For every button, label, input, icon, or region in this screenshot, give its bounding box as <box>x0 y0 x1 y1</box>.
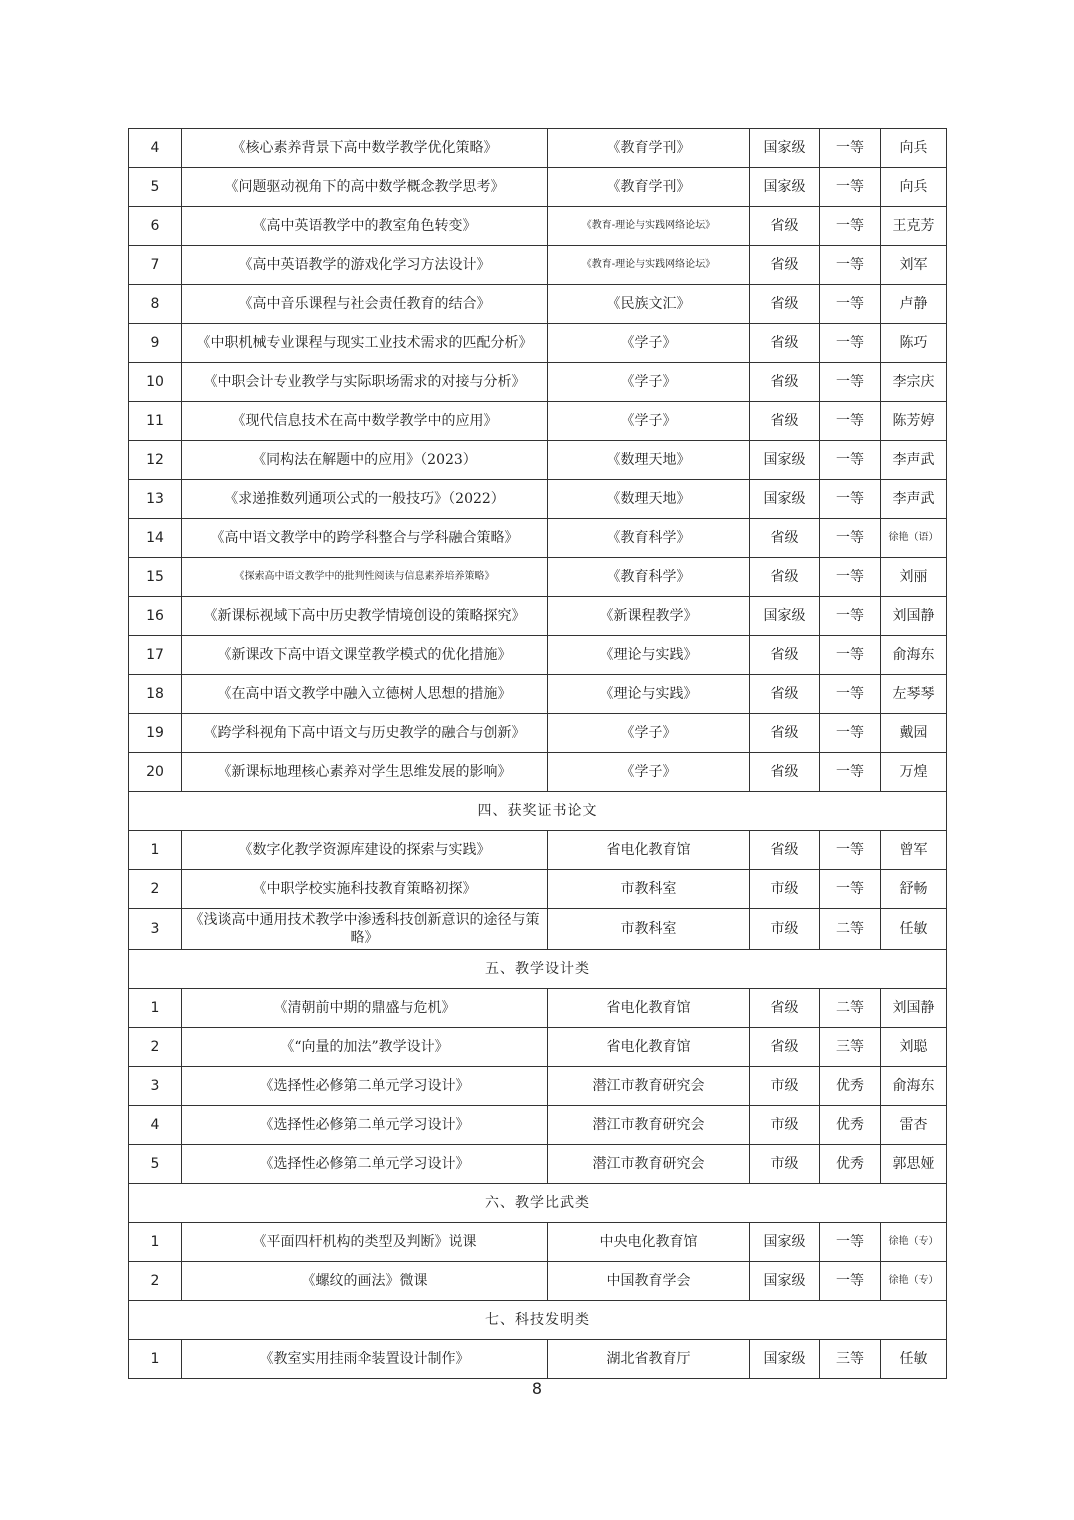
paper-title: 《教室实用挂雨伞装置设计制作》 <box>182 1340 548 1379</box>
award-level: 省级 <box>750 402 820 441</box>
award-level: 省级 <box>750 558 820 597</box>
publication-source: 中央电化教育馆 <box>548 1223 750 1262</box>
table-row <box>129 831 947 870</box>
author-name: 雷杏 <box>881 1106 947 1145</box>
row-number: 20 <box>129 753 182 792</box>
award-level: 省级 <box>750 1028 820 1067</box>
author-name: 徐艳（专） <box>881 1223 947 1262</box>
author-name: 李宗庆 <box>881 363 947 402</box>
publication-source: 《民族文汇》 <box>548 285 750 324</box>
paper-title: 《选择性必修第二单元学习设计》 <box>182 1145 548 1184</box>
publication-source: 《教育学刊》 <box>548 129 750 168</box>
author-name: 李声武 <box>881 441 947 480</box>
row-number: 8 <box>129 285 182 324</box>
table-row <box>129 168 947 207</box>
publication-source: 《数理天地》 <box>548 441 750 480</box>
publication-source: 潜江市教育研究会 <box>548 1106 750 1145</box>
award-grade: 一等 <box>820 1223 881 1262</box>
paper-title: 《中职会计专业教学与实际职场需求的对接与分析》 <box>182 363 548 402</box>
paper-title: 《核心素养背景下高中数学教学优化策略》 <box>182 129 548 168</box>
publication-source: 《教育科学》 <box>548 558 750 597</box>
publication-source: 《数理天地》 <box>548 480 750 519</box>
paper-title: 《中职学校实施科技教育策略初探》 <box>182 870 548 909</box>
row-number: 4 <box>129 129 182 168</box>
publication-source: 《学子》 <box>548 753 750 792</box>
publication-source: 《学子》 <box>548 402 750 441</box>
row-number: 1 <box>129 831 182 870</box>
author-name: 任敏 <box>881 1340 947 1379</box>
award-grade: 一等 <box>820 1262 881 1301</box>
publication-source: 《教育学刊》 <box>548 168 750 207</box>
table-row <box>129 129 947 168</box>
author-name: 郭思娅 <box>881 1145 947 1184</box>
page-number: 8 <box>531 1379 543 1398</box>
row-number: 5 <box>129 168 182 207</box>
award-level: 国家级 <box>750 1262 820 1301</box>
section-header-row <box>129 1301 947 1340</box>
paper-title: 《浅谈高中通用技术教学中渗透科技创新意识的途径与策略》 <box>182 909 548 950</box>
paper-title: 《选择性必修第二单元学习设计》 <box>182 1106 548 1145</box>
paper-title: 《求递推数列通项公式的一般技巧》（2022） <box>182 480 548 519</box>
publication-source: 《新课程教学》 <box>548 597 750 636</box>
author-name: 陈巧 <box>881 324 947 363</box>
table-row <box>129 363 947 402</box>
paper-title: 《数字化教学资源库建设的探索与实践》 <box>182 831 548 870</box>
row-number: 5 <box>129 1145 182 1184</box>
table-row <box>129 246 947 285</box>
row-number: 4 <box>129 1106 182 1145</box>
row-number: 18 <box>129 675 182 714</box>
award-level: 省级 <box>750 519 820 558</box>
table-row <box>129 675 947 714</box>
publication-source: 《理论与实践》 <box>548 636 750 675</box>
award-level: 国家级 <box>750 597 820 636</box>
table-row <box>129 989 947 1028</box>
author-name: 任敏 <box>881 909 947 950</box>
row-number: 13 <box>129 480 182 519</box>
table-row <box>129 402 947 441</box>
award-grade: 一等 <box>820 207 881 246</box>
section-title: 四、获奖证书论文 <box>129 792 947 831</box>
paper-title: 《新课标地理核心素养对学生思维发展的影响》 <box>182 753 548 792</box>
section-title: 五、教学设计类 <box>129 950 947 989</box>
award-grade: 一等 <box>820 441 881 480</box>
author-name: 左琴琴 <box>881 675 947 714</box>
row-number: 3 <box>129 909 182 950</box>
publication-source: 《教育-理论与实践网络论坛》 <box>548 207 750 246</box>
publication-source: 市教科室 <box>548 909 750 950</box>
award-level: 国家级 <box>750 168 820 207</box>
publication-source: 《教育科学》 <box>548 519 750 558</box>
award-level: 省级 <box>750 324 820 363</box>
table-row <box>129 1262 947 1301</box>
award-grade: 三等 <box>820 1340 881 1379</box>
table-row <box>129 714 947 753</box>
award-level: 省级 <box>750 753 820 792</box>
table-row <box>129 1340 947 1379</box>
award-grade: 一等 <box>820 285 881 324</box>
table-row <box>129 1067 947 1106</box>
awards-table-body <box>129 129 947 1379</box>
author-name: 刘国静 <box>881 989 947 1028</box>
award-grade: 二等 <box>820 909 881 950</box>
author-name: 刘国静 <box>881 597 947 636</box>
publication-source: 《理论与实践》 <box>548 675 750 714</box>
author-name: 李声武 <box>881 480 947 519</box>
award-grade: 一等 <box>820 714 881 753</box>
row-number: 16 <box>129 597 182 636</box>
award-level: 国家级 <box>750 441 820 480</box>
row-number: 7 <box>129 246 182 285</box>
award-grade: 优秀 <box>820 1106 881 1145</box>
award-level: 省级 <box>750 675 820 714</box>
award-grade: 一等 <box>820 246 881 285</box>
paper-title: 《选择性必修第二单元学习设计》 <box>182 1067 548 1106</box>
award-level: 省级 <box>750 636 820 675</box>
author-name: 戴园 <box>881 714 947 753</box>
awards-table <box>128 128 947 1379</box>
author-name: 刘军 <box>881 246 947 285</box>
row-number: 1 <box>129 989 182 1028</box>
award-grade: 一等 <box>820 636 881 675</box>
award-grade: 优秀 <box>820 1145 881 1184</box>
author-name: 俞海东 <box>881 636 947 675</box>
award-grade: 一等 <box>820 831 881 870</box>
author-name: 刘聪 <box>881 1028 947 1067</box>
publication-source: 《教育-理论与实践网络论坛》 <box>548 246 750 285</box>
table-row <box>129 324 947 363</box>
table-row <box>129 636 947 675</box>
award-grade: 三等 <box>820 1028 881 1067</box>
table-row <box>129 285 947 324</box>
row-number: 3 <box>129 1067 182 1106</box>
publication-source: 湖北省教育厅 <box>548 1340 750 1379</box>
award-grade: 一等 <box>820 480 881 519</box>
award-grade: 一等 <box>820 324 881 363</box>
row-number: 6 <box>129 207 182 246</box>
paper-title: 《高中英语教学的游戏化学习方法设计》 <box>182 246 548 285</box>
table-row <box>129 753 947 792</box>
award-grade: 优秀 <box>820 1067 881 1106</box>
award-level: 国家级 <box>750 480 820 519</box>
award-grade: 一等 <box>820 129 881 168</box>
publication-source: 《学子》 <box>548 324 750 363</box>
table-row <box>129 558 947 597</box>
paper-title: 《问题驱动视角下的高中数学概念教学思考》 <box>182 168 548 207</box>
publication-source: 市教科室 <box>548 870 750 909</box>
award-grade: 一等 <box>820 402 881 441</box>
award-grade: 一等 <box>820 870 881 909</box>
author-name: 万煌 <box>881 753 947 792</box>
award-grade: 一等 <box>820 675 881 714</box>
row-number: 17 <box>129 636 182 675</box>
section-header-row <box>129 1184 947 1223</box>
paper-title: 《在高中语文教学中融入立德树人思想的措施》 <box>182 675 548 714</box>
award-grade: 一等 <box>820 753 881 792</box>
row-number: 1 <box>129 1340 182 1379</box>
publication-source: 潜江市教育研究会 <box>548 1067 750 1106</box>
paper-title: 《跨学科视角下高中语文与历史教学的融合与创新》 <box>182 714 548 753</box>
table-row <box>129 1223 947 1262</box>
award-level: 国家级 <box>750 1223 820 1262</box>
award-level: 省级 <box>750 246 820 285</box>
section-header-row <box>129 792 947 831</box>
award-grade: 一等 <box>820 558 881 597</box>
publication-source: 《学子》 <box>548 714 750 753</box>
row-number: 15 <box>129 558 182 597</box>
award-level: 市级 <box>750 870 820 909</box>
section-header-row <box>129 950 947 989</box>
paper-title: 《清朝前中期的鼎盛与危机》 <box>182 989 548 1028</box>
row-number: 19 <box>129 714 182 753</box>
author-name: 俞海东 <box>881 1067 947 1106</box>
table-row <box>129 870 947 909</box>
publication-source: 省电化教育馆 <box>548 989 750 1028</box>
paper-title: 《新课改下高中语文课堂教学模式的优化措施》 <box>182 636 548 675</box>
award-level: 省级 <box>750 207 820 246</box>
row-number: 14 <box>129 519 182 558</box>
table-row <box>129 597 947 636</box>
row-number: 12 <box>129 441 182 480</box>
award-level: 市级 <box>750 1067 820 1106</box>
award-grade: 二等 <box>820 989 881 1028</box>
paper-title: 《高中语文教学中的跨学科整合与学科融合策略》 <box>182 519 548 558</box>
row-number: 2 <box>129 1028 182 1067</box>
table-row <box>129 480 947 519</box>
award-grade: 一等 <box>820 363 881 402</box>
publication-source: 省电化教育馆 <box>548 1028 750 1067</box>
award-grade: 一等 <box>820 168 881 207</box>
author-name: 徐艳（专） <box>881 1262 947 1301</box>
award-level: 省级 <box>750 831 820 870</box>
award-level: 省级 <box>750 714 820 753</box>
table-row <box>129 441 947 480</box>
table-row <box>129 909 947 950</box>
row-number: 11 <box>129 402 182 441</box>
author-name: 向兵 <box>881 168 947 207</box>
table-row <box>129 1145 947 1184</box>
row-number: 9 <box>129 324 182 363</box>
paper-title: 《新课标视域下高中历史教学情境创设的策略探究》 <box>182 597 548 636</box>
award-level: 省级 <box>750 285 820 324</box>
paper-title: 《平面四杆机构的类型及判断》说课 <box>182 1223 548 1262</box>
author-name: 王克芳 <box>881 207 947 246</box>
section-title: 六、教学比武类 <box>129 1184 947 1223</box>
publication-source: 中国教育学会 <box>548 1262 750 1301</box>
author-name: 卢静 <box>881 285 947 324</box>
row-number: 2 <box>129 1262 182 1301</box>
section-title: 七、科技发明类 <box>129 1301 947 1340</box>
paper-title: 《高中英语教学中的教室角色转变》 <box>182 207 548 246</box>
author-name: 徐艳（语） <box>881 519 947 558</box>
author-name: 曾军 <box>881 831 947 870</box>
award-level: 国家级 <box>750 129 820 168</box>
award-level: 国家级 <box>750 1340 820 1379</box>
table-row <box>129 207 947 246</box>
table-row <box>129 1028 947 1067</box>
author-name: 向兵 <box>881 129 947 168</box>
author-name: 陈芳婷 <box>881 402 947 441</box>
paper-title: 《同构法在解题中的应用》（2023） <box>182 441 548 480</box>
award-level: 省级 <box>750 989 820 1028</box>
paper-title: 《现代信息技术在高中数学教学中的应用》 <box>182 402 548 441</box>
author-name: 刘丽 <box>881 558 947 597</box>
paper-title: 《“向量的加法”教学设计》 <box>182 1028 548 1067</box>
publication-source: 《学子》 <box>548 363 750 402</box>
paper-title: 《高中音乐课程与社会责任教育的结合》 <box>182 285 548 324</box>
award-level: 市级 <box>750 1106 820 1145</box>
award-level: 市级 <box>750 909 820 950</box>
publication-source: 潜江市教育研究会 <box>548 1145 750 1184</box>
author-name: 舒畅 <box>881 870 947 909</box>
award-grade: 一等 <box>820 597 881 636</box>
row-number: 2 <box>129 870 182 909</box>
award-level: 市级 <box>750 1145 820 1184</box>
paper-title: 《中职机械专业课程与现实工业技术需求的匹配分析》 <box>182 324 548 363</box>
row-number: 10 <box>129 363 182 402</box>
paper-title: 《探索高中语文教学中的批判性阅读与信息素养培养策略》 <box>182 558 548 597</box>
table-row <box>129 519 947 558</box>
table-row <box>129 1106 947 1145</box>
award-level: 省级 <box>750 363 820 402</box>
publication-source: 省电化教育馆 <box>548 831 750 870</box>
row-number: 1 <box>129 1223 182 1262</box>
paper-title: 《螺纹的画法》微课 <box>182 1262 548 1301</box>
award-grade: 一等 <box>820 519 881 558</box>
